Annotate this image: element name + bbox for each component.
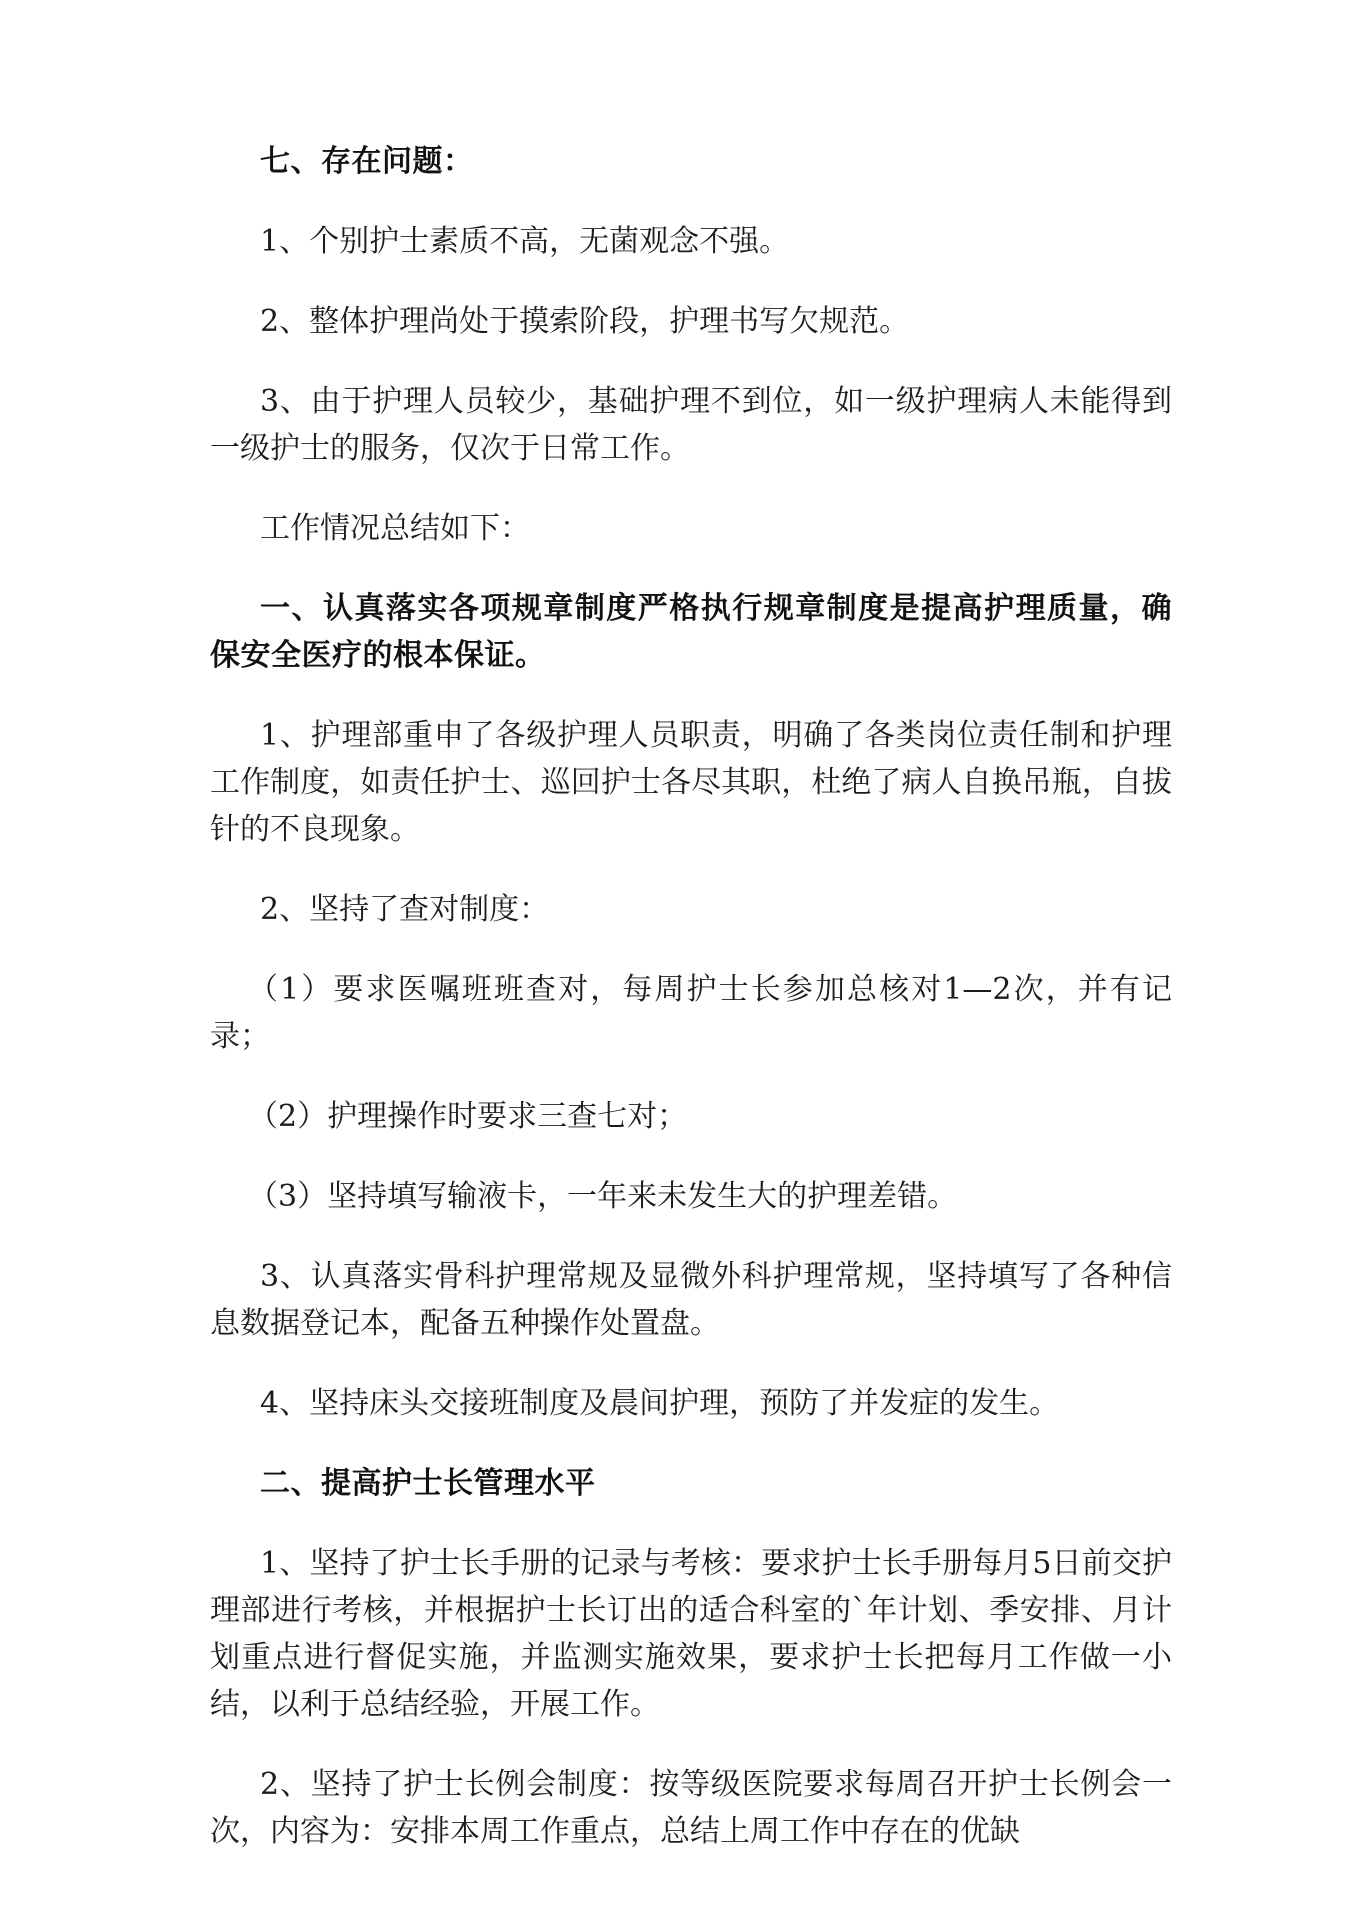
document-body: [210, 138, 1172, 1888]
section-heading-rules: 一、认真落实各项规章制度严格执行规章制度是提高护理质量，确保安全医疗的根本保证。: [210, 591, 1172, 673]
paragraph-management-2: 2、坚持了护士长例会制度：按等级医院要求每周召开护士长例会一次，内容为：安排本周工作重点，总结上周工作中存在的优缺: [210, 1767, 1172, 1849]
paragraph-rules-4: 4、坚持床头交接班制度及晨间护理，预防了并发症的发生。: [260, 1386, 1060, 1421]
paragraph-rules-2-item-3: （3）坚持填写输液卡，一年来未发生大的护理差错。: [248, 1179, 958, 1214]
paragraph-rules-2-item-2: （2）护理操作时要求三查七对；: [248, 1099, 688, 1134]
section-heading-management: 二、提高护士长管理水平: [260, 1466, 596, 1501]
paragraph-problem-3: 3、由于护理人员较少，基础护理不到位，如一级护理病人未能得到一级护士的服务，仅次于日常工作。: [210, 384, 1172, 466]
paragraph-management-1: 1、坚持了护士长手册的记录与考核：要求护士长手册每月5日前交护理部进行考核，并根据护士长订出的适合科室的`年计划、季安排、月计划重点进行督促实施，并监测实施效果，要求护士长把每月工作做一小结，以利于总结经验，开展工作。: [210, 1546, 1172, 1722]
paragraph-rules-2-item-1: （1）要求医嘱班班查对，每周护士长参加总核对1—2次，并有记录；: [210, 972, 1172, 1054]
paragraph-summary-intro: 工作情况总结如下：: [260, 511, 530, 546]
paragraph-rules-2: 2、坚持了查对制度：: [260, 892, 550, 927]
paragraph-rules-1: 1、护理部重申了各级护理人员职责，明确了各类岗位责任制和护理工作制度，如责任护士、巡回护士各尽其职，杜绝了病人自换吊瓶，自拔针的不良现象。: [210, 718, 1172, 847]
section-heading-problems: 七、存在问题：: [260, 144, 474, 179]
paragraph-problem-2: 2、整体护理尚处于摸索阶段，护理书写欠规范。: [260, 304, 910, 339]
paragraph-rules-3: 3、认真落实骨科护理常规及显微外科护理常规，坚持填写了各种信息数据登记本，配备五种操作处置盘。: [210, 1259, 1172, 1341]
paragraph-problem-1: 1、个别护士素质不高，无菌观念不强。: [260, 224, 790, 259]
